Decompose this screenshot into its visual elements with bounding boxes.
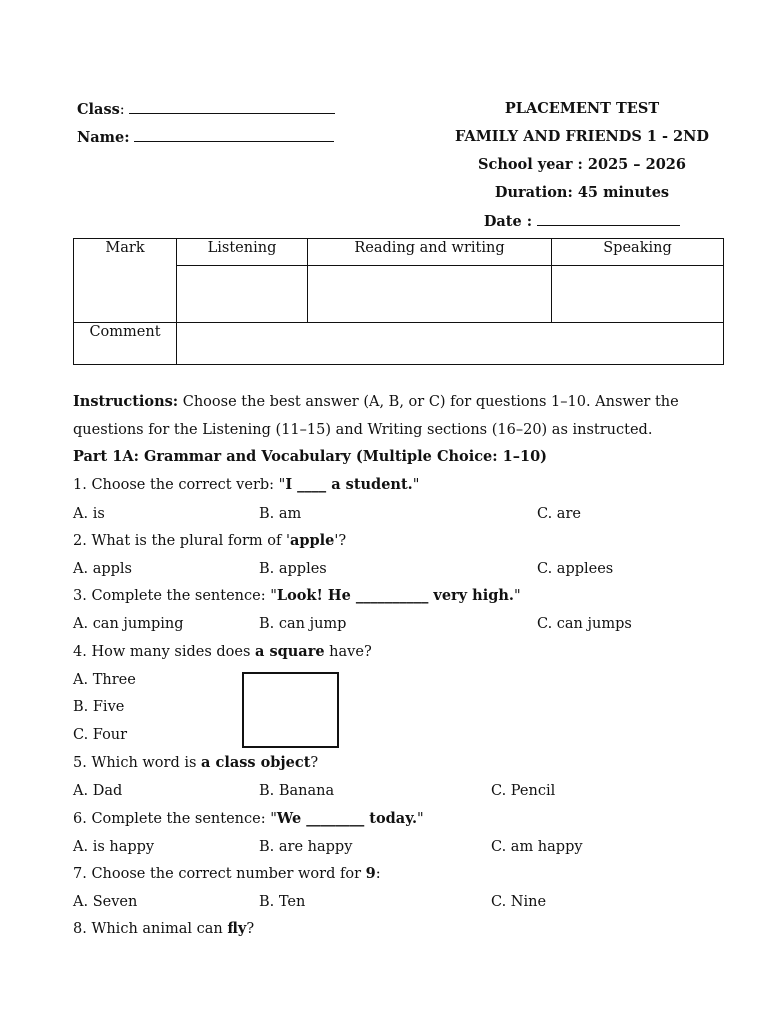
speaking-score-cell[interactable] xyxy=(552,266,724,323)
q5-bold: a class object xyxy=(201,754,311,771)
q2-text: 2. What is the plural form of ' xyxy=(73,533,290,549)
q6-text: 6. Complete the sentence: " xyxy=(73,811,277,827)
q7-end: : xyxy=(375,866,381,882)
q5-option-c[interactable]: C. Pencil xyxy=(491,783,556,799)
class-field-line: Class: xyxy=(77,100,335,118)
q6-bold: We ________ today. xyxy=(276,810,418,827)
instructions-line-2: questions for the Listening (11–15) and Writing sections (16–20) as instructed. xyxy=(73,422,653,438)
q4-bold: a square xyxy=(255,643,325,660)
date-blank[interactable] xyxy=(537,212,680,226)
comment-header: Comment xyxy=(74,323,177,365)
q2-option-a[interactable]: A. appls xyxy=(73,561,132,577)
q1-option-b[interactable]: B. am xyxy=(259,506,302,522)
q3-option-b[interactable]: B. can jump xyxy=(259,616,347,632)
q4-option-c[interactable]: C. Four xyxy=(73,727,128,743)
q1-bold: I ____ a student. xyxy=(285,476,413,493)
q2-option-b[interactable]: B. apples xyxy=(259,561,327,577)
q3-bold: Look! He __________ very high. xyxy=(276,587,514,604)
date-label: Date : xyxy=(483,213,533,230)
q8-end: ? xyxy=(246,921,255,937)
school-year: School year : 2025 – 2026 xyxy=(478,156,686,173)
question-2 xyxy=(73,531,346,551)
q3-option-a[interactable]: A. can jumping xyxy=(73,616,184,632)
q5-option-a[interactable]: A. Dad xyxy=(73,783,123,799)
q2-end: '? xyxy=(334,533,347,549)
instructions-text-1: Choose the best answer (A, B, or C) for questions 1–10. Answer the xyxy=(178,394,679,410)
course-name: FAMILY AND FRIENDS 1 - 2ND xyxy=(455,128,709,145)
q5-option-b[interactable]: B. Banana xyxy=(259,783,335,799)
q3-end: " xyxy=(513,588,521,604)
listening-header: Listening xyxy=(177,239,308,266)
q7-bold: 9 xyxy=(365,865,376,882)
class-blank[interactable] xyxy=(129,100,335,114)
part-heading: Part 1A: Grammar and Vocabulary (Multiple Choice: 1–10) xyxy=(73,448,548,465)
test-title: PLACEMENT TEST xyxy=(504,100,660,117)
q6-option-b[interactable]: B. are happy xyxy=(259,839,353,855)
q8-text: 8. Which animal can xyxy=(73,921,228,937)
q4-option-a[interactable]: A. Three xyxy=(73,672,136,688)
q4-option-b[interactable]: B. Five xyxy=(73,699,125,715)
question-5 xyxy=(73,753,318,773)
date-field-line xyxy=(440,212,724,240)
duration: Duration: 45 minutes xyxy=(494,184,670,201)
question-6 xyxy=(73,809,424,829)
q6-end: " xyxy=(417,811,424,827)
mark-header: Mark xyxy=(74,239,177,323)
test-header xyxy=(440,100,724,240)
q1-end: " xyxy=(412,477,420,493)
q7-option-c[interactable]: C. Nine xyxy=(491,894,547,910)
name-blank[interactable] xyxy=(134,128,334,142)
q2-option-c[interactable]: C. applees xyxy=(537,561,614,577)
q2-bold: apple xyxy=(289,532,335,549)
question-7 xyxy=(73,864,381,884)
question-4 xyxy=(73,642,372,662)
instructions-line-1 xyxy=(73,392,679,412)
q8-bold: fly xyxy=(227,920,247,937)
q6-option-c[interactable]: C. am happy xyxy=(491,839,583,855)
name-field-line xyxy=(77,128,334,146)
reading-writing-score-cell[interactable] xyxy=(308,266,552,323)
q7-text: 7. Choose the correct number word for xyxy=(73,866,366,882)
q1-text: 1. Choose the correct verb: " xyxy=(73,477,286,493)
q5-end: ? xyxy=(310,755,319,771)
question-8 xyxy=(73,919,254,939)
question-1 xyxy=(73,475,419,495)
q1-option-c[interactable]: C. are xyxy=(537,506,581,522)
listening-score-cell[interactable] xyxy=(177,266,308,323)
q4-end: have? xyxy=(324,644,372,660)
q3-text: 3. Complete the sentence: " xyxy=(73,588,277,604)
square-shape xyxy=(242,672,339,748)
speaking-header: Speaking xyxy=(552,239,724,266)
q6-option-a[interactable]: A. is happy xyxy=(73,839,155,855)
q5-text: 5. Which word is xyxy=(73,755,202,771)
q1-option-a[interactable]: A. is xyxy=(73,506,105,522)
mark-table xyxy=(73,238,724,365)
class-label: Class xyxy=(77,101,120,118)
question-3 xyxy=(73,586,521,606)
q7-option-a[interactable]: A. Seven xyxy=(73,894,138,910)
name-label: Name: xyxy=(77,129,130,146)
instructions-label: Instructions: xyxy=(73,393,179,410)
q4-text: 4. How many sides does xyxy=(73,644,256,660)
q3-option-c[interactable]: C. can jumps xyxy=(537,616,632,632)
comment-cell[interactable] xyxy=(177,323,724,365)
reading-writing-header: Reading and writing xyxy=(308,239,552,266)
q7-option-b[interactable]: B. Ten xyxy=(259,894,306,910)
